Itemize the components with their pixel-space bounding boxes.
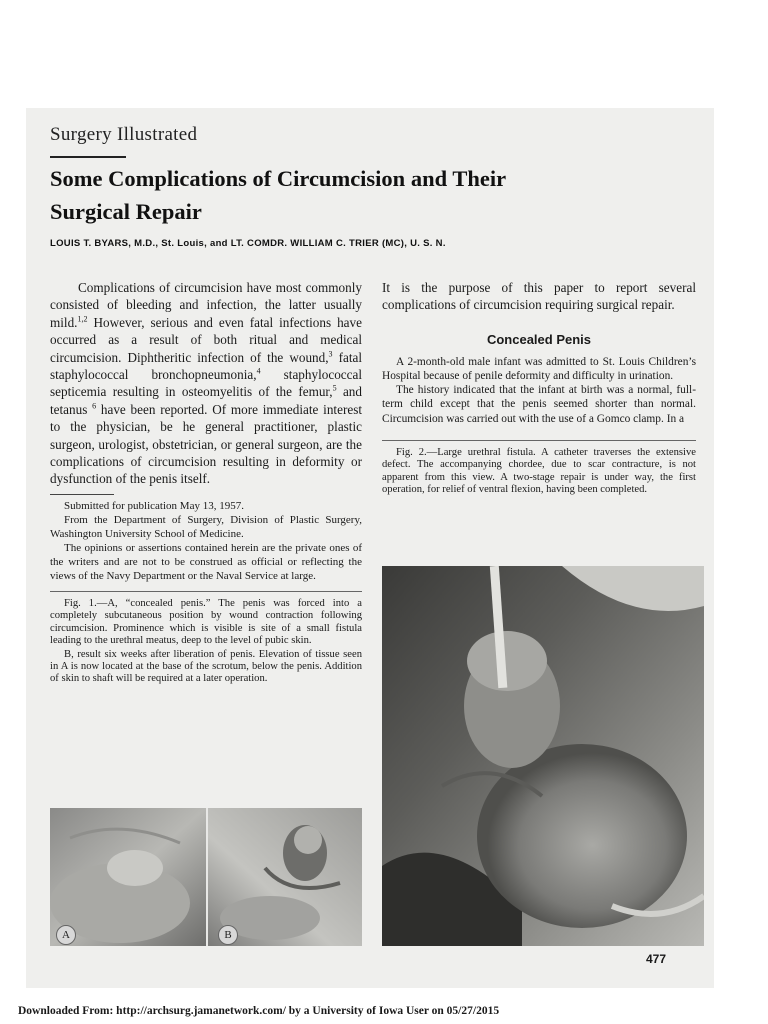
intro-text-c: fatal staphylococcal bronchopneumonia, bbox=[50, 349, 363, 383]
title-line-1: Some Complications of Circumcision and Their bbox=[50, 166, 507, 191]
fig1-photo-image bbox=[50, 808, 362, 946]
intro-paragraph bbox=[50, 279, 362, 488]
fig1-label-b: B bbox=[218, 925, 238, 945]
intro-text-a: Complications of circumcision have most commonly consisted of bleeding and infection, the latter usually mild. bbox=[50, 280, 362, 330]
fig1-label-a: A bbox=[56, 925, 76, 945]
footnote-disclaimer: The opinions or assertions contained herein are the private ones of the writers and are not to be construed as official or reflecting the views of the Navy Department or the Naval Service at large. bbox=[50, 541, 362, 582]
footnote-rule bbox=[50, 494, 114, 495]
citation-1-2: 1,2 bbox=[77, 314, 88, 324]
purpose-paragraph: It is the purpose of this paper to report several complications of circumcision requiring surgical repair. bbox=[382, 280, 696, 313]
fig1-caption bbox=[50, 598, 362, 686]
page-number: 477 bbox=[646, 952, 667, 966]
article-title bbox=[50, 162, 690, 228]
left-column bbox=[50, 279, 362, 686]
case-paragraph-1: A 2-month-old male infant was admitted to St. Louis Children’s Hospital because of penile deformity and difficulty in urination. bbox=[382, 355, 696, 383]
intro-text-b: However, serious and even fatal infections have occurred as a result of both ritual and medical circumcision. Diphtheritic infection of the wound, bbox=[50, 314, 362, 365]
citation-6: 6 bbox=[92, 401, 97, 411]
author-line: LOUIS T. BYARS, M.D., St. Louis, and LT. COMDR. WILLIAM C. TRIER (MC), U. S. N. bbox=[50, 238, 446, 249]
intro-text-f: have been reported. Of more immediate interest to the physician, be he general practitioner, plastic surgeon, urologist, obstetrician, or general surgeon, are the complications of circumcision resulting in deformity or dysfunction of the penis itself. bbox=[50, 401, 362, 487]
footnotes bbox=[50, 499, 362, 583]
download-notice: Downloaded From: http://archsurg.jamanetwork.com/ by a University of Iowa User on 05/27/2015 bbox=[18, 1005, 500, 1017]
citation-4: 4 bbox=[256, 366, 261, 376]
fig1-caption-a: Fig. 1.—A, “concealed penis.” The penis was forced into a completely subcutaneous position by wound contraction following circumcision. Prominence which is visible is site of a small fistula leading to the urethral meatus, deep to the level of pubic skin. bbox=[50, 597, 362, 647]
title-line-2: Surgical Repair bbox=[50, 199, 202, 224]
intro-text-d: staphylococcal septicemia resulting in osteomyelitis of the femur, bbox=[50, 367, 363, 400]
fig2-photo bbox=[382, 566, 704, 946]
fig1-photo bbox=[50, 808, 362, 946]
case-paragraph-2: The history indicated that the infant at birth was a normal, full-term child except that the penis seemed shorter than normal. Circumcision was carried out with the use of a Gomco clamp. In a bbox=[382, 384, 696, 425]
section-label: Surgery Illustrated bbox=[50, 124, 198, 145]
right-column bbox=[382, 279, 696, 496]
section-rule bbox=[50, 156, 126, 158]
fig2-caption: Fig. 2.—Large urethral fistula. A catheter traverses the extensive defect. The accompanying chordee, due to scar contracture, is not apparent from this view. A two-stage repair is under way, the first operation, for relief of ventral flexion, having been completed. bbox=[382, 446, 696, 496]
intro-text-e: and tetanus bbox=[50, 384, 362, 417]
fig2-divider bbox=[382, 440, 696, 441]
citation-3: 3 bbox=[328, 349, 333, 359]
figure-divider bbox=[50, 591, 362, 592]
fig1-caption-b: B, result six weeks after liberation of penis. Elevation of tissue seen in A is now located at the base of the scrotum, below the penis. Addition of skin to shaft will be required at a later operation. bbox=[50, 648, 362, 685]
footnote-department: From the Department of Surgery, Division of Plastic Surgery, Washington University School of Medicine. bbox=[50, 513, 362, 540]
fig2-photo-image bbox=[382, 566, 704, 946]
subheading-concealed-penis: Concealed Penis bbox=[486, 331, 592, 347]
footnote-submitted: Submitted for publication May 13, 1957. bbox=[64, 499, 244, 512]
citation-5: 5 bbox=[332, 384, 337, 394]
